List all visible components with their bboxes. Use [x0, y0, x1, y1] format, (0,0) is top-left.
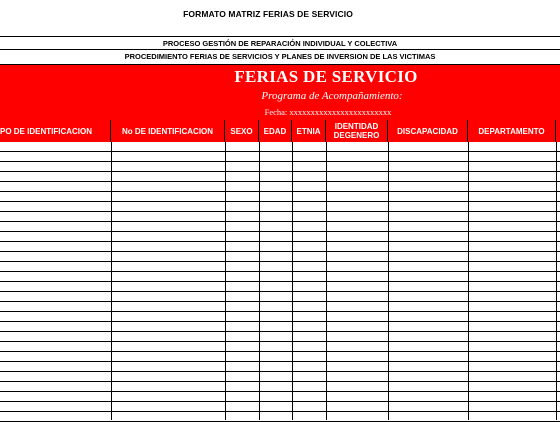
column-divider: [326, 142, 327, 420]
table-row[interactable]: [0, 252, 560, 262]
table-row[interactable]: [0, 212, 560, 222]
table-row[interactable]: [0, 292, 560, 302]
table-row[interactable]: [0, 222, 560, 232]
header-tipo-identificacion: PO DE IDENTIFICACION: [0, 120, 111, 142]
table-row[interactable]: [0, 162, 560, 172]
table-row[interactable]: [0, 362, 560, 372]
header-edad: EDAD: [259, 120, 292, 142]
banner: [0, 65, 560, 120]
column-divider: [111, 142, 112, 420]
table-row[interactable]: [0, 412, 560, 422]
table-row[interactable]: [0, 172, 560, 182]
table-header-row: [0, 120, 560, 142]
table-row[interactable]: [0, 142, 560, 152]
header-departamento: DEPARTAMENTO: [468, 120, 556, 142]
table-row[interactable]: [0, 352, 560, 362]
column-divider: [468, 142, 469, 420]
table-row[interactable]: [0, 392, 560, 402]
column-divider: [292, 142, 293, 420]
table-row[interactable]: [0, 312, 560, 322]
table-row[interactable]: [0, 332, 560, 342]
table-row[interactable]: [0, 202, 560, 212]
column-divider: [388, 142, 389, 420]
header-identidad-genero: IDENTIDAD DEGENERO: [326, 120, 388, 142]
header-discapacidad: DISCAPACIDAD: [388, 120, 468, 142]
table-row[interactable]: [0, 182, 560, 192]
process-line: PROCESO GESTIÓN DE REPARACIÓN INDIVIDUAL Y COLECTIVA: [0, 36, 560, 49]
column-divider: [225, 142, 226, 420]
column-divider: [259, 142, 260, 420]
header-sexo: SEXO: [225, 120, 259, 142]
table-row[interactable]: [0, 342, 560, 352]
header-next-column: [556, 120, 560, 142]
banner-subtitle: Programa de Acompañamiento:: [261, 90, 403, 102]
table-row[interactable]: [0, 152, 560, 162]
banner-date: Fecha: xxxxxxxxxxxxxxxxxxxxxxxx: [264, 107, 392, 117]
banner-title: FERIAS DE SERVICIO: [234, 67, 418, 86]
header-etnia: ETNIA: [292, 120, 326, 142]
data-grid: [0, 142, 560, 420]
document-title: FORMATO MATRIZ FERIAS DE SERVICIO: [183, 9, 353, 19]
table-row[interactable]: [0, 372, 560, 382]
table-row[interactable]: [0, 302, 560, 312]
table-row[interactable]: [0, 232, 560, 242]
table-row[interactable]: [0, 382, 560, 392]
table-row[interactable]: [0, 402, 560, 412]
table-row[interactable]: [0, 282, 560, 292]
procedure-line: PROCEDIMIENTO FERIAS DE SERVICIOS Y PLANES DE INVERSION DE LAS VICTIMAS: [0, 49, 560, 65]
table-row[interactable]: [0, 242, 560, 252]
table-row[interactable]: [0, 262, 560, 272]
table-row[interactable]: [0, 272, 560, 282]
table-row[interactable]: [0, 322, 560, 332]
table-row[interactable]: [0, 192, 560, 202]
column-divider: [556, 142, 557, 420]
header-numero-identificacion: No DE IDENTIFICACION: [111, 120, 225, 142]
